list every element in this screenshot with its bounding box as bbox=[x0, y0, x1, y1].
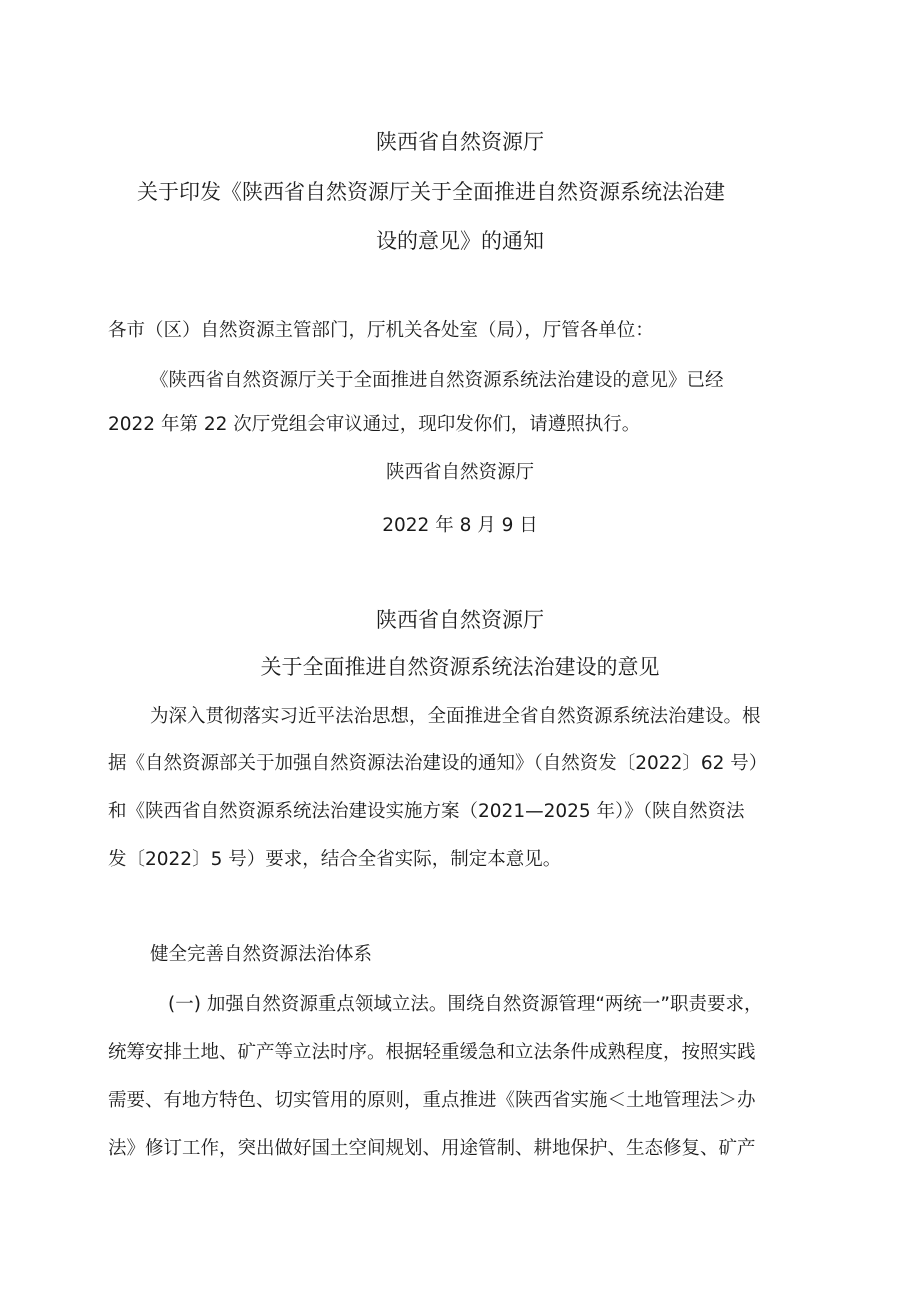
item1-line2: 统筹安排土地、矿产等立法时序。根据轻重缓急和立法条件成熟程度，按照实践 bbox=[108, 1042, 756, 1063]
notice-body-line2: 2022 年第 22 次厅党组会审议通过，现印发你们，请遵照执行。 bbox=[108, 414, 641, 435]
opinion-title-line1: 陕西省自然资源厅 bbox=[376, 608, 544, 632]
notice-salutation: 各市（区）自然资源主管部门，厅机关各处室（局），厅管各单位： bbox=[108, 320, 654, 341]
notice-date: 2022 年 8 月 9 日 bbox=[382, 515, 538, 536]
notice-body-line1: 《陕西省自然资源厅关于全面推进自然资源系统法治建设的意见》已经 bbox=[150, 370, 724, 391]
opinion-intro-line2: 据《自然资源部关于加强自然资源法治建设的通知》（自然资发〔2022〕62 号） bbox=[108, 753, 768, 774]
section-heading: 健全完善自然资源法治体系 bbox=[150, 944, 373, 965]
opinion-intro-line4: 发〔2022〕5 号）要求，结合全省实际，制定本意见。 bbox=[108, 849, 562, 870]
notice-title-line1: 陕西省自然资源厅 bbox=[376, 130, 544, 154]
notice-signature: 陕西省自然资源厅 bbox=[385, 462, 534, 483]
item1-line3: 需要、有地方特色、切实管用的原则，重点推进《陕西省实施＜土地管理法＞办 bbox=[108, 1090, 756, 1111]
item1-line4: 法》修订工作，突出做好国土空间规划、用途管制、耕地保护、生态修复、矿产 bbox=[108, 1138, 756, 1159]
opinion-title-line2: 关于全面推进自然资源系统法治建设的意见 bbox=[260, 655, 660, 679]
opinion-intro-line3: 和《陕西省自然资源系统法治建设实施方案（2021—2025 年）》（陕自然资法 bbox=[108, 801, 745, 822]
opinion-intro-line1: 为深入贯彻落实习近平法治思想，全面推进全省自然资源系统法治建设。根 bbox=[150, 706, 761, 727]
notice-title-line2: 关于印发《陕西省自然资源厅关于全面推进自然资源系统法治建 bbox=[137, 180, 725, 204]
notice-title-line3: 设的意见》的通知 bbox=[376, 229, 544, 253]
item1-line1: (一) 加强自然资源重点领域立法。围绕自然资源管理“两统一”职责要求， bbox=[168, 994, 763, 1015]
